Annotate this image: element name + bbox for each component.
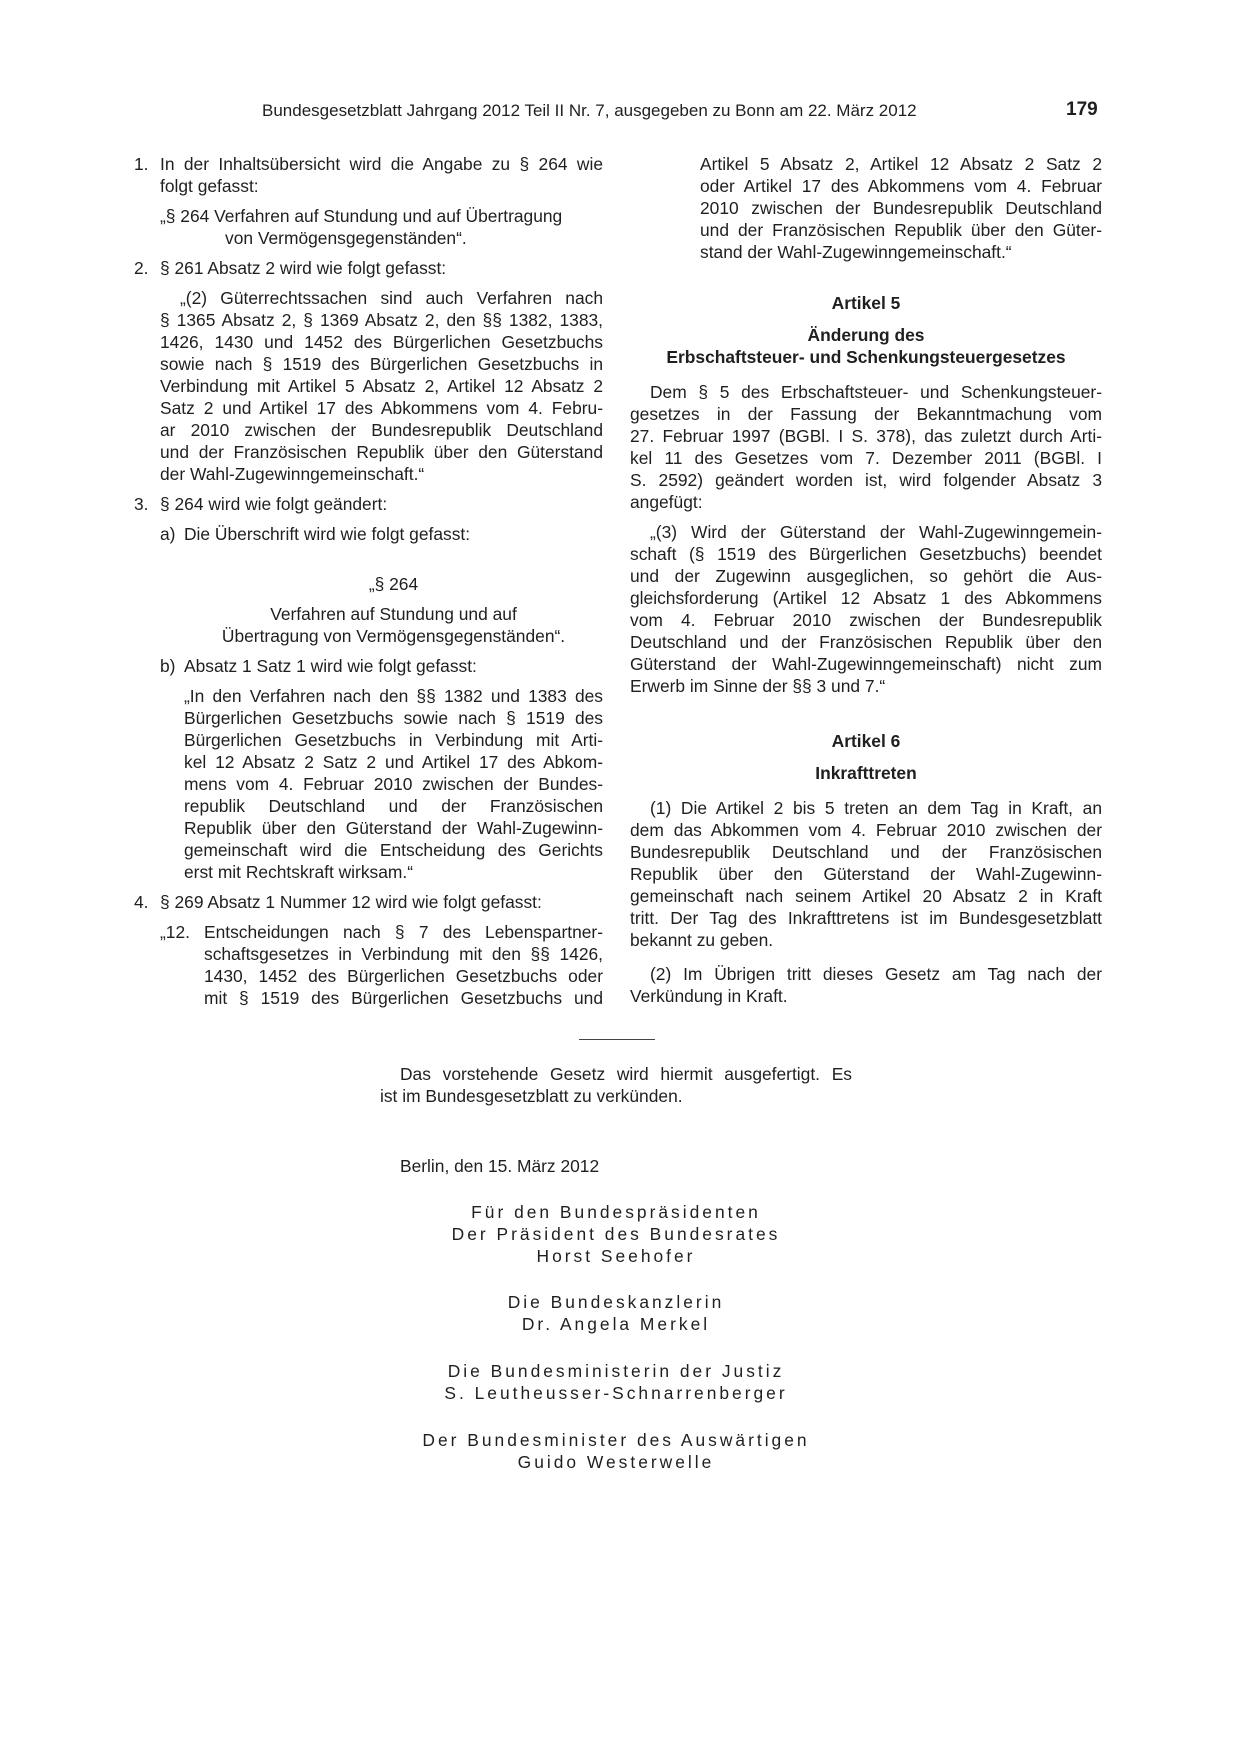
article-5-quote-line: „(3) Wird der Güterstand der Wahl-Zugewinngemein- xyxy=(650,522,1102,542)
item2-quote-line: 1426, 1430 und 1452 des Bürgerlichen Gesetzbuchs xyxy=(160,332,603,352)
separator-rule xyxy=(579,1039,655,1040)
page-number: 179 xyxy=(1066,99,1098,120)
continuation-line: 2010 zwischen der Bundesrepublik Deutschland xyxy=(700,198,1102,218)
article-6-p1-line: gemeinschaft nach seinem Artikel 20 Absatz 2 in Kraft xyxy=(630,886,1102,906)
signature-line: Für den Bundespräsidenten xyxy=(471,1202,761,1222)
closing-line: ist im Bundesgesetzblatt zu verkünden. xyxy=(380,1086,683,1106)
item3a-text: Die Überschrift wird wie folgt gefasst: xyxy=(184,524,471,544)
article-6-p1-line: tritt. Der Tag des Inkrafttretens ist im Bundesgesetzblatt xyxy=(630,908,1102,928)
continuation-line: und der Französischen Republik über den Güter- xyxy=(700,220,1102,240)
item3a-label: a) xyxy=(160,524,176,544)
article-6-p2-line: Verkündung in Kraft. xyxy=(630,986,788,1006)
item2-quote-line: „(2) Güterrechtssachen sind auch Verfahren nach xyxy=(180,288,603,308)
item1-quote-line: von Vermögensgegenständen“. xyxy=(225,228,467,248)
continuation-line: oder Artikel 17 des Abkommens vom 4. Februar xyxy=(700,176,1102,196)
item3b-quote-line: republik Deutschland und der Französischen xyxy=(184,796,603,816)
article-5-quote-line: gleichsforderung (Artikel 12 Absatz 1 des Abkommens xyxy=(630,588,1102,608)
item3b-quote-line: erst mit Rechtskraft wirksam.“ xyxy=(184,862,413,882)
signature-line: Horst Seehofer xyxy=(536,1246,696,1266)
list-number-4: 4. xyxy=(134,892,149,912)
article-6-p1-line: Bundesrepublik Deutschland und der Französischen xyxy=(630,842,1102,862)
article-5-quote-line: Güterstand der Wahl-Zugewinngemeinschaft) nicht zum xyxy=(630,654,1102,674)
item2-quote-line: Verbindung mit Artikel 5 Absatz 2, Artikel 12 Absatz 2 xyxy=(160,376,603,396)
article-5-para-line: kel 11 des Gesetzes vom 7. Dezember 2011 (BGBl. I xyxy=(630,448,1102,468)
place-date: Berlin, den 15. März 2012 xyxy=(400,1156,600,1176)
item2-text: § 261 Absatz 2 wird wie folgt gefasst: xyxy=(160,258,447,278)
closing-line: Das vorstehende Gesetz wird hiermit ausgefertigt. Es xyxy=(400,1064,852,1084)
item3b-quote-line: „In den Verfahren nach den §§ 1382 und 1383 des xyxy=(184,686,603,706)
article-5-quote-line: und der Zugewinn ausgeglichen, so gehört die Aus- xyxy=(630,566,1102,586)
item1-quote-line: „§ 264 Verfahren auf Stundung und auf Übertragung xyxy=(160,206,563,226)
article-6-title: Artikel 6 xyxy=(831,731,901,751)
item4-quote-line: mit § 1519 des Bürgerlichen Gesetzbuchs und xyxy=(204,988,603,1008)
item2-quote-line: ar 2010 zwischen der Bundesrepublik Deutschland xyxy=(160,420,603,440)
article-5-para-line: gesetzes in der Fassung der Bekanntmachung vom xyxy=(630,404,1102,424)
item3b-quote-line: Bürgerlichen Gesetzbuchs in Verbindung mit Arti- xyxy=(184,730,603,750)
article-6-p2-line: (2) Im Übrigen tritt dieses Gesetz am Tag nach der xyxy=(650,964,1102,984)
list-number-2: 2. xyxy=(134,258,149,278)
item3a-heading: „§ 264 xyxy=(368,574,419,594)
item2-quote-line: Satz 2 und Artikel 17 des Abkommens vom 4. Febru- xyxy=(160,398,603,418)
article-5-para-line: 27. Februar 1997 (BGBl. I S. 378), das zuletzt durch Arti- xyxy=(630,426,1102,446)
item3b-quote-line: Republik über den Güterstand der Wahl-Zugewinn- xyxy=(184,818,603,838)
article-6-p1-line: dem das Abkommen vom 4. Februar 2010 zwischen der xyxy=(630,820,1102,840)
item4-text: § 269 Absatz 1 Nummer 12 wird wie folgt gefasst: xyxy=(160,892,542,912)
item3-text: § 264 wird wie folgt geändert: xyxy=(160,494,388,514)
article-5-heading: Änderung des xyxy=(807,325,925,345)
item3a-heading-line: Verfahren auf Stundung und auf xyxy=(270,604,517,624)
item4-quote-number: „12. xyxy=(160,922,190,942)
article-6-p1-line: Republik über den Güterstand der Wahl-Zugewinn- xyxy=(630,864,1102,884)
signature-line: S. Leutheusser-Schnarrenberger xyxy=(444,1383,788,1403)
list-number-1: 1. xyxy=(134,154,149,174)
item3b-quote-line: gemeinschaft wird die Entscheidung des Gerichts xyxy=(184,840,603,860)
item3b-quote-line: Bürgerlichen Gesetzbuchs sowie nach § 1519 des xyxy=(184,708,603,728)
item3a-heading-line: Übertragung von Vermögensgegenständen“. xyxy=(221,626,566,646)
item1-line: In der Inhaltsübersicht wird die Angabe zu § 264 wie xyxy=(160,154,603,174)
continuation-line: stand der Wahl-Zugewinngemeinschaft.“ xyxy=(700,242,1012,262)
article-5-quote-line: Deutschland und der Französischen Republik über den xyxy=(630,632,1102,652)
signature-line: Der Präsident des Bundesrates xyxy=(451,1224,781,1244)
item3b-text: Absatz 1 Satz 1 wird wie folgt gefasst: xyxy=(184,656,477,676)
list-number-3: 3. xyxy=(134,494,149,514)
article-5-para-line: Dem § 5 des Erbschaftsteuer- und Schenkungsteuer- xyxy=(650,382,1102,402)
item4-quote-line: schaftsgesetzes in Verbindung mit den §§ 1426, xyxy=(204,944,603,964)
signature-line: Die Bundesministerin der Justiz xyxy=(447,1361,785,1381)
item3b-quote-line: mens vom 4. Februar 2010 zwischen der Bundes- xyxy=(184,774,603,794)
item2-quote-line: sowie nach § 1519 des Bürgerlichen Gesetzbuchs in xyxy=(160,354,603,374)
signature-line: Dr. Angela Merkel xyxy=(521,1314,711,1334)
item4-quote-line: Entscheidungen nach § 7 des Lebenspartner- xyxy=(204,922,603,942)
signature-line: Guido Westerwelle xyxy=(517,1452,715,1472)
signature-line: Der Bundesminister des Auswärtigen xyxy=(422,1430,810,1450)
article-5-quote-line: Erwerb im Sinne der §§ 3 und 7.“ xyxy=(630,676,886,696)
item2-quote-line: § 1365 Absatz 2, § 1369 Absatz 2, den §§ 1382, 1383, xyxy=(160,310,603,330)
item4-quote-line: 1430, 1452 des Bürgerlichen Gesetzbuchs oder xyxy=(204,966,603,986)
article-6-p1-line: bekannt zu geben. xyxy=(630,930,774,950)
article-5-heading: Erbschaftsteuer- und Schenkungsteuergesetzes xyxy=(666,347,1066,367)
article-6-p1-line: (1) Die Artikel 2 bis 5 treten an dem Tag in Kraft, an xyxy=(650,798,1102,818)
item3b-label: b) xyxy=(160,656,176,676)
article-5-para-line: angefügt: xyxy=(630,492,703,512)
article-5-quote-line: vom 4. Februar 2010 zwischen der Bundesrepublik xyxy=(630,610,1102,630)
item2-quote-line: der Wahl-Zugewinngemeinschaft.“ xyxy=(160,464,425,484)
continuation-line: Artikel 5 Absatz 2, Artikel 12 Absatz 2 Satz 2 xyxy=(700,154,1102,174)
item3b-quote-line: kel 12 Absatz 2 Satz 2 und Artikel 17 des Abkom- xyxy=(184,752,603,772)
article-5-para-line: S. 2592) geändert worden ist, wird folgender Absatz 3 xyxy=(630,470,1102,490)
article-5-quote-line: schaft (§ 1519 des Bürgerlichen Gesetzbuchs) beendet xyxy=(630,544,1102,564)
article-6-heading: Inkrafttreten xyxy=(815,763,917,783)
signature-line: Die Bundeskanzlerin xyxy=(507,1292,725,1312)
article-5-title: Artikel 5 xyxy=(831,293,901,313)
item1-line: folgt gefasst: xyxy=(160,176,259,196)
item2-quote-line: und der Französischen Republik über den Güterstand xyxy=(160,442,603,462)
running-header: Bundesgesetzblatt Jahrgang 2012 Teil II Nr. 7, ausgegeben zu Bonn am 22. März 2012 xyxy=(262,101,917,120)
